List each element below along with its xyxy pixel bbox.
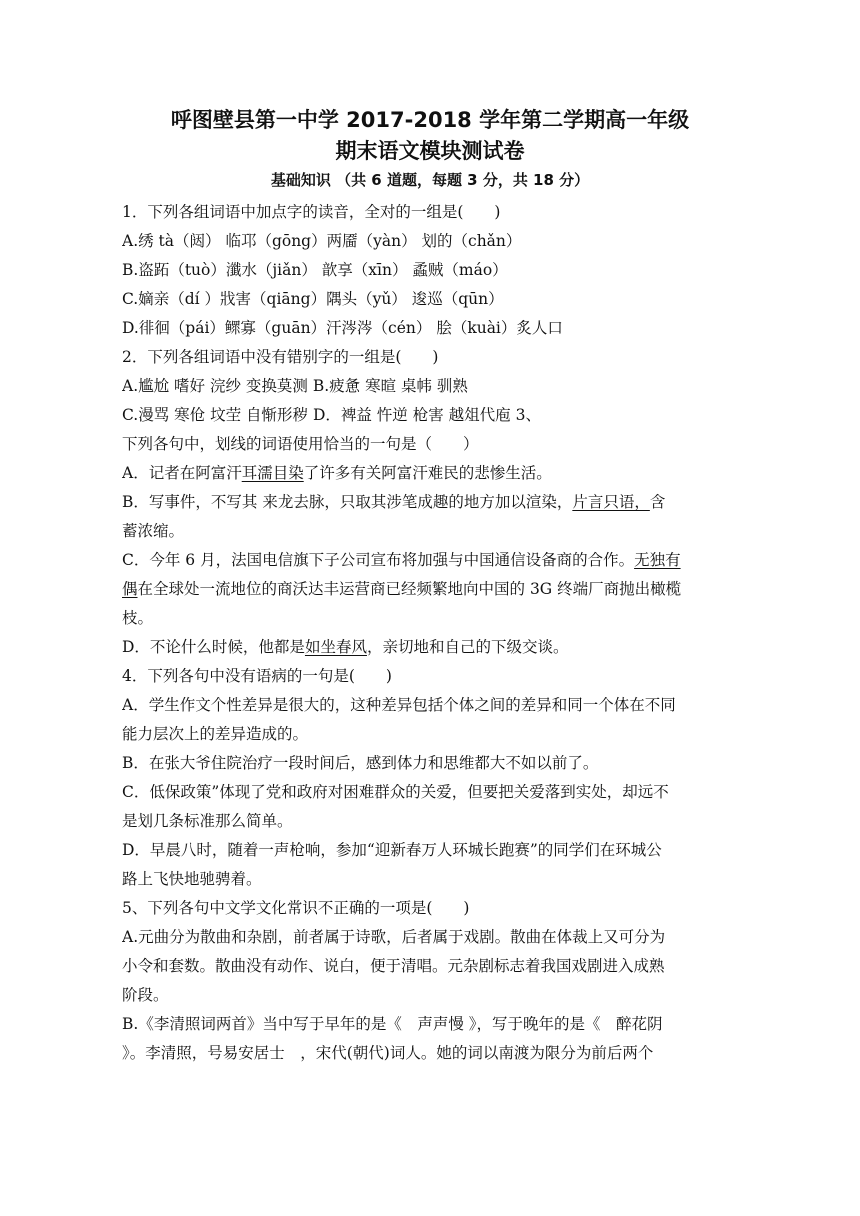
exam-subtitle: 期末语文模块测试卷 [335,139,525,163]
question-1-option-d: D.徘徊（pái）鳏寡（guān）汗涔涔（cén） 脍（kuài）炙人口 [122,319,563,337]
question-4-option-a: A．学生作文个性差异是很大的，这种差异包括个体之间的差异和同一个体在不同 [122,696,676,714]
question-3-option-b [122,488,740,517]
question-1-option-b: B.盗跖（tuò）瀸水（jiǎn） 歆享（xīn） 蟊贼（máo） [122,261,508,279]
question-5-option-b: B.《李清照词两首》当中写于早年的是《 声声慢 》，写于晚年的是《 醉花阴 [122,1015,663,1033]
question-4-option-d: D．早晨八时，随着一声枪响，参加“迎新春万人环城长跑赛”的同学们在环城公 [122,841,662,859]
question-3-option-c [122,546,740,575]
question-4-option-d-cont: 路上飞快地驰骋着。 [122,870,262,888]
question-4-stem: 4．下列各句中没有语病的一句是( ) [122,667,392,685]
exam-title: 呼图壁县第一中学 2017-2018 学年第二学期高一年级 [170,108,690,132]
question-3-d-text-end: ，亲切地和自己的下级交谈。 [366,638,569,656]
question-5-option-b-line2: 》。李清照，号易安居士 ，宋代(朝代)词人。她的词以南渡为限分为前后两个 [122,1044,654,1062]
question-3-a-text: A．记者在阿富汗 [122,464,242,482]
question-2-options-cd: C.漫骂 寒伧 坟茔 自惭形秽 D．裨益 忤逆 枪害 越俎代庖 3、 [122,406,541,424]
question-body [122,198,740,1068]
question-3-a-text-end: 了许多有关阿富汗难民的悲惨生活。 [303,464,552,482]
question-3-d-text: D．不论什么时候，他都是 [122,638,305,656]
question-5-option-a-line3: 阶段。 [122,986,169,1004]
question-1-option-c: C.嫡亲（dí ）戕害（qiāng）隅头（yǔ） 逡巡（qūn） [122,290,504,308]
question-2-stem: 2．下列各组词语中没有错别字的一组是( ) [122,348,439,366]
question-5-option-a-line2: 小令和套数。散曲没有动作、说白，便于清唱。元杂剧标志着我国戏剧进入成熟 [122,957,665,975]
question-3-stem: 下列各句中，划线的词语使用恰当的一句是（ ） [122,435,479,453]
question-4-option-a-cont: 能力层次上的差异造成的。 [122,725,309,743]
question-4-option-c-cont: 是划几条标准那么简单。 [122,812,293,830]
question-1-stem: 1．下列各组词语中加点字的读音，全对的一组是( ) [122,203,501,221]
question-3-c-underlined-end: 偶 [122,580,138,598]
question-3-option-c-line2 [122,575,740,604]
question-3-b-underlined: 片言只语， [572,493,650,511]
question-5-option-a: A.元曲分为散曲和杂剧，前者属于诗歌，后者属于戏剧。散曲在体裁上又可分为 [122,928,666,946]
section-heading: 基础知识 （共 6 道题，每题 3 分，共 18 分） [270,171,590,189]
question-4-option-b: B．在张大爷住院治疗一段时间后，感到体力和思维都大不如以前了。 [122,754,599,772]
question-5-stem: 5、下列各句中文学文化常识不正确的一项是( ) [122,899,470,917]
question-3-c-text-end: 在全球处一流地位的商沃达丰运营商已经频繁地向中国的 3G 终端厂商抛出橄榄 [137,580,682,598]
question-3-option-d [122,633,740,662]
question-3-b-text-end: 含 [649,493,666,511]
question-3-option-c-cont: 枝。 [122,609,154,627]
question-3-d-underlined: 如坐春风 [304,638,367,656]
question-3-option-a [122,459,740,488]
question-2-options-ab: A.尴尬 嗜好 浣纱 变换莫测 B.疲惫 寒暄 桌帏 驯熟 [122,377,468,395]
question-3-c-underlined: 无独有 [634,551,681,569]
question-4-option-c: C．低保政策”体现了党和政府对困难群众的关爱，但要把关爱落到实处，却远不 [122,783,669,801]
question-3-c-text: C．今年 6 月，法国电信旗下子公司宣布将加强与中国通信设备商的合作。 [122,551,635,569]
question-3-option-b-cont: 蓄浓缩。 [122,522,185,540]
question-3-a-underlined: 耳濡目染 [241,464,304,482]
question-1-option-a: A.绣 tà（闼） 临邛（gōng）两靥（yàn） 划的（chǎn） [122,232,522,250]
question-3-b-text: B．写事件，不写其 来龙去脉，只取其涉笔成趣的地方加以渲染， [122,493,573,511]
